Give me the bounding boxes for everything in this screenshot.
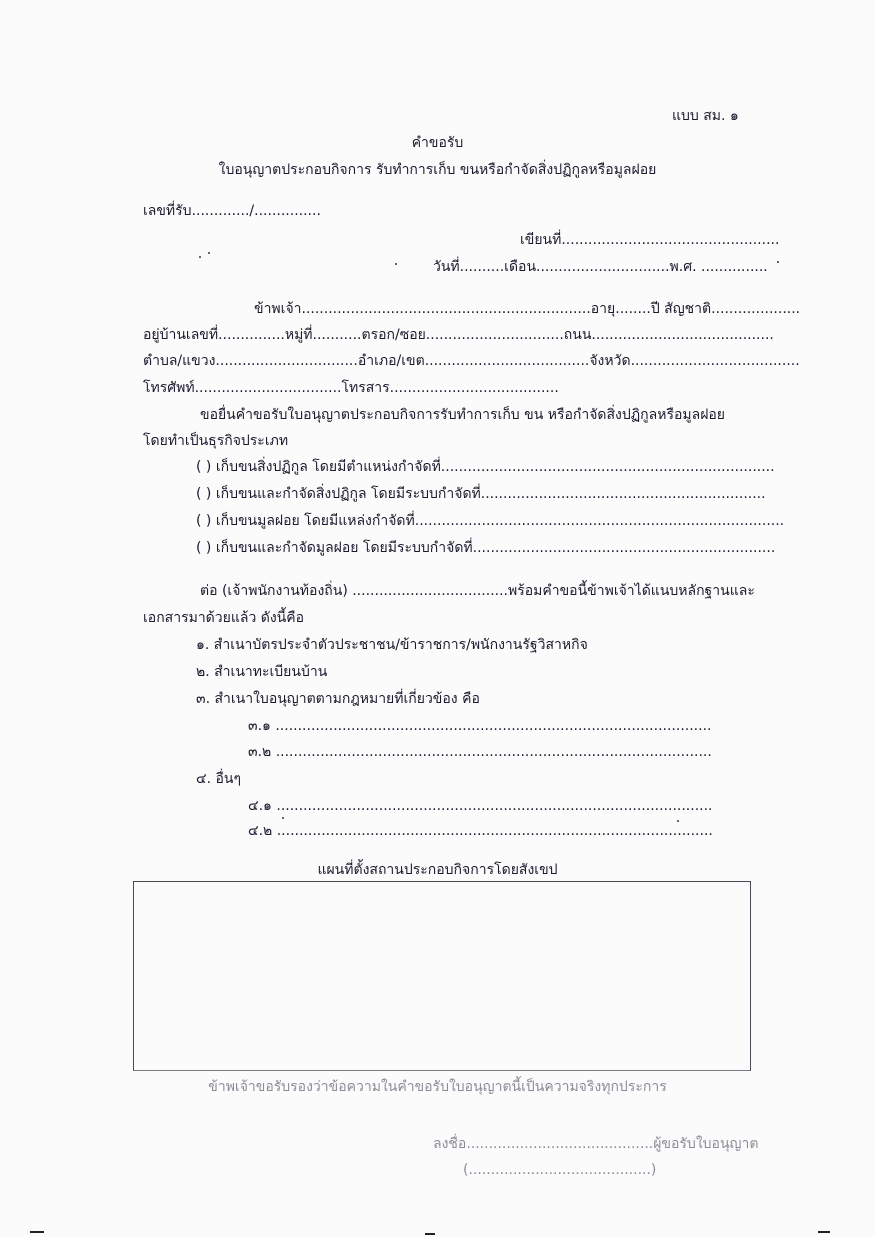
- signature-line: ลงชื่อ..........................................ผู้ขอรับใบอนุญาต: [433, 1136, 759, 1152]
- document-item-4-2: ๔.๒ ..................................................................................................: [248, 823, 713, 839]
- business-type-option: ( ) เก็บขนและกำจัดสิ่งปฏิกูล โดยมีระบบกำจัดที่................................................................: [196, 486, 766, 502]
- form-title: คำขอรับ: [411, 135, 464, 151]
- scan-edge-mark: [30, 1231, 44, 1233]
- document-item-3: ๓. สำเนาใบอนุญาตตามกฎหมายที่เกี่ยวข้อง คือ: [196, 691, 480, 707]
- business-type-option: ( ) เก็บขนมูลฝอย โดยมีแหล่งกำจัดที่...................................................................................: [196, 513, 785, 529]
- scan-speck: [677, 820, 679, 822]
- document-item-2: ๒. สำเนาทะเบียนบ้าน: [196, 664, 328, 680]
- document-item-3-1: ๓.๑ ..................................................................................................: [248, 718, 712, 734]
- scan-speck: [395, 263, 397, 265]
- map-sketch-box: [133, 881, 751, 1071]
- business-type-option: ( ) เก็บขนและกำจัดมูลฝอย โดยมีระบบกำจัดที่....................................................................: [196, 540, 776, 556]
- map-label: แผนที่ตั้งสถานประกอบกิจการโดยสังเขป: [317, 862, 558, 878]
- date-line: วันที่..........เดือน..............................พ.ศ. ...............: [433, 259, 768, 275]
- signature-name-line: (.........................................): [463, 1162, 657, 1178]
- applicant-phone-line: โทรศัพท์.................................โทรสาร......................................: [143, 380, 559, 396]
- submission-line-2: เอกสารมาด้วยแล้ว ดังนี้คือ: [143, 610, 305, 626]
- scan-edge-mark: [425, 1233, 435, 1235]
- document-item-3-2: ๓.๒ ..................................................................................................: [248, 744, 712, 760]
- scan-speck: [208, 252, 210, 254]
- scan-edge-mark: [818, 1231, 830, 1233]
- certification-statement: ข้าพเจ้าขอรับรองว่าข้อความในคำขอรับใบอนุญาตนี้เป็นความจริงทุกประการ: [208, 1079, 667, 1095]
- document-item-4: ๔. อื่นๆ: [196, 771, 241, 787]
- request-line-2: โดยทำเป็นธุรกิจประเภท: [143, 433, 289, 449]
- scan-speck: [777, 261, 779, 263]
- form-subtitle: ใบอนุญาตประกอบกิจการ รับทำการเก็บ ขนหรือกำจัดสิ่งปฏิกูลหรือมูลฝอย: [218, 162, 657, 178]
- scan-speck: [199, 256, 201, 258]
- written-at-line: เขียนที่.................................................: [520, 232, 780, 248]
- applicant-address-line: อยู่บ้านเลขที่...............หมู่ที่...........ตรอก/ซอย...............................ถนน.........................................: [143, 327, 774, 343]
- document-item-1: ๑. สำเนาบัตรประจำตัวประชาชน/ข้าราชการ/พนักงานรัฐวิสาหกิจ: [196, 637, 588, 653]
- business-type-option: ( ) เก็บขนสิ่งปฏิกูล โดยมีตำแหน่งกำจัดที่...........................................................................: [196, 459, 775, 475]
- request-line-1: ขอยื่นคำขอรับใบอนุญาตประกอบกิจการรับทำการเก็บ ขน หรือกำจัดสิ่งปฏิกูลหรือมูลฝอย: [200, 407, 726, 423]
- applicant-district-line: ตำบล/แขวง................................อำเภอ/เขต.....................................จังหวัด......................................: [143, 353, 800, 369]
- applicant-name-line: ข้าพเจ้า.................................................................อายุ........ปี สัญชาติ....................: [254, 301, 801, 317]
- submission-line-1: ต่อ (เจ้าพนักงานท้องถิ่น) ...................................พร้อมคำขอนี้ข้าพเจ้าได้แนบหลักฐานและ: [200, 583, 755, 599]
- receipt-number-line: เลขที่รับ............./...............: [143, 203, 321, 219]
- document-item-4-1: ๔.๑ ..................................................................................................: [248, 798, 713, 814]
- scan-speck: [282, 817, 284, 819]
- form-code: แบบ สม. ๑: [672, 108, 739, 124]
